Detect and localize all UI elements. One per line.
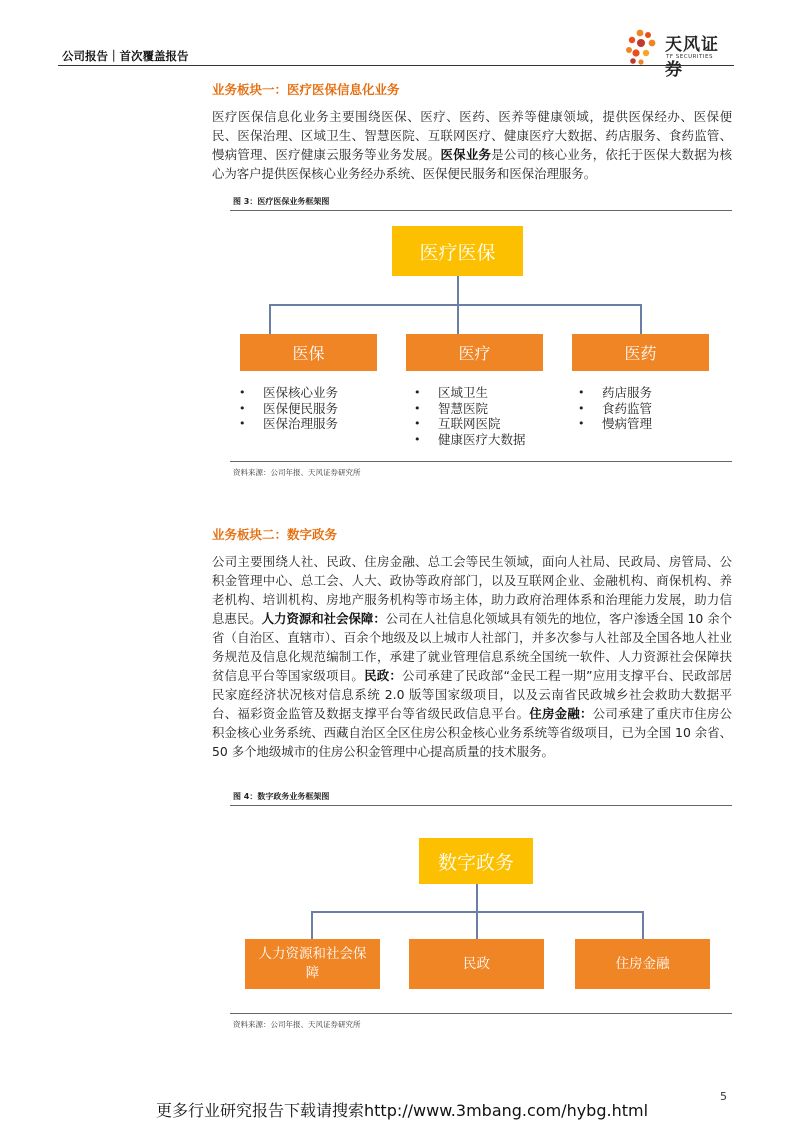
figure3-list-pharma: [578, 385, 652, 432]
figure4-connector-middle: [476, 911, 478, 939]
figure3-box-medical: 医疗: [406, 334, 543, 371]
list-item: • 健康医疗大数据: [414, 432, 526, 448]
figure3-bottom-rule: [230, 461, 732, 462]
section2-bold-hr: 人力资源和社会保障：: [261, 611, 386, 626]
figure4-connector-right: [642, 911, 644, 939]
page-number: 5: [720, 1090, 727, 1103]
figure4-caption: 图 4：数字政务业务框架图: [233, 792, 330, 801]
section2-title: 业务板块二：数字政务: [212, 527, 338, 542]
figure4-box-hr-social-security: 人力资源和社会保障: [245, 939, 380, 989]
section2-paragraph: [212, 552, 732, 761]
figure3-connector-middle: [457, 304, 459, 334]
figure3-source: 资料来源：公司年报、天风证券研究所: [233, 468, 361, 477]
list-item: • 药店服务: [578, 385, 652, 401]
report-type-header: 公司报告｜首次覆盖报告: [62, 49, 189, 63]
list-item: • 医保核心业务: [239, 385, 338, 401]
figure4-connector-left: [311, 911, 313, 939]
figure3-connector-horizontal: [269, 304, 641, 306]
figure3-box-pharma: 医药: [572, 334, 709, 371]
tf-logo-icon: [622, 26, 664, 68]
figure4-box-civil-affairs: 民政: [409, 939, 544, 989]
figure3-connector-vertical: [457, 276, 459, 305]
list-item: • 医保便民服务: [239, 401, 338, 417]
figure4-connector-vertical: [476, 884, 478, 912]
section2-text-3: 公司承建了民政部“金民工程一期”应用支撑平台、民政部居民家庭经济状况核对信息系统 2.0 版等国家级项目，以及云南省民政城乡社会救助大数据平台、福彩资金监管及数据支撑平台等省级民政信息平台。: [212, 668, 732, 721]
section2-text-2: 公司在人社信息化领域具有领先的地位，客户渗透全国 10 余个省（自治区、直辖市）、百余个地级及以上城市人社部门，并多次参与人社部及全国各地人社业务规范及信息化规范编制工作，承建了就业管理信息系统全国统一软件、人力资源社会保障扶贫信息平台等国家级项目。: [212, 611, 733, 683]
list-item: • 智慧医院: [414, 401, 526, 417]
figure3-list-medical-insurance: [239, 385, 338, 432]
list-item: • 互联网医院: [414, 416, 526, 432]
logo-english-text: TF SECURITIES: [666, 54, 713, 60]
figure4-box-housing-finance: 住房金融: [575, 939, 710, 989]
figure4-bottom-rule: [230, 1013, 732, 1014]
figure4-root-box: 数字政务: [419, 838, 533, 884]
figure4-source: 资料来源：公司年报、天风证券研究所: [233, 1020, 361, 1029]
logo-chinese-text: 天风证券: [665, 35, 719, 80]
figure3-list-medical: [414, 385, 526, 447]
section2-bold-housing: 住房金融：: [529, 706, 593, 721]
section1-bold-1: 医保业务: [440, 147, 492, 162]
footer-search-link[interactable]: 更多行业研究报告下载请搜索http://www.3mbang.com/hybg.html: [156, 1101, 649, 1120]
section2-bold-civil: 民政：: [364, 668, 403, 683]
list-item: • 慢病管理: [578, 416, 652, 432]
figure3-connector-left: [269, 304, 271, 334]
figure3-root-box: 医疗医保: [392, 226, 523, 276]
section2-text-1: 公司主要围绕人社、民政、住房金融、总工会等民生领域，面向人社局、民政局、房管局、公积金管理中心、总工会、人大、政协等政府部门，以及互联网企业、金融机构、商保机构、养老机构、培训机构、房地产服务机构等市场主体，助力政府治理体系和治理能力发展，助力信息惠民。: [212, 554, 732, 626]
figure3-connector-right: [640, 304, 642, 334]
list-item: • 医保治理服务: [239, 416, 338, 432]
figure3-caption: 图 3：医疗医保业务框架图: [233, 197, 330, 206]
section2-text-4: 公司承建了重庆市住房公积金核心业务系统、西藏自治区全区住房公积金核心业务系统等省级项目，已为全国 10 余省、50 多个地级城市的住房公积金管理中心提高质量的技术服务。: [212, 706, 733, 759]
section1-title: 业务板块一：医疗医保信息化业务: [212, 82, 400, 97]
list-item: • 区域卫生: [414, 385, 526, 401]
section1-text-1: 医疗医保信息化业务主要围绕医保、医疗、医药、医养等健康领域，提供医保经办、医保便民、医保治理、区域卫生、智慧医院、互联网医疗、健康医疗大数据、药店服务、食药监管、慢病管理、医疗健康云服务等业务发展。: [212, 109, 732, 162]
list-item: • 食药监管: [578, 401, 652, 417]
header-divider: [58, 65, 734, 66]
figure3-box-medical-insurance: 医保: [240, 334, 377, 371]
section1-paragraph: [212, 107, 732, 183]
tf-securities-logo: [622, 26, 734, 80]
figure3-top-rule: [230, 210, 732, 211]
figure4-top-rule: [230, 805, 732, 806]
section1-text-2: 是公司的核心业务，依托于医保大数据为核心为客户提供医保核心业务经办系统、医保便民服务和医保治理服务。: [212, 147, 733, 181]
